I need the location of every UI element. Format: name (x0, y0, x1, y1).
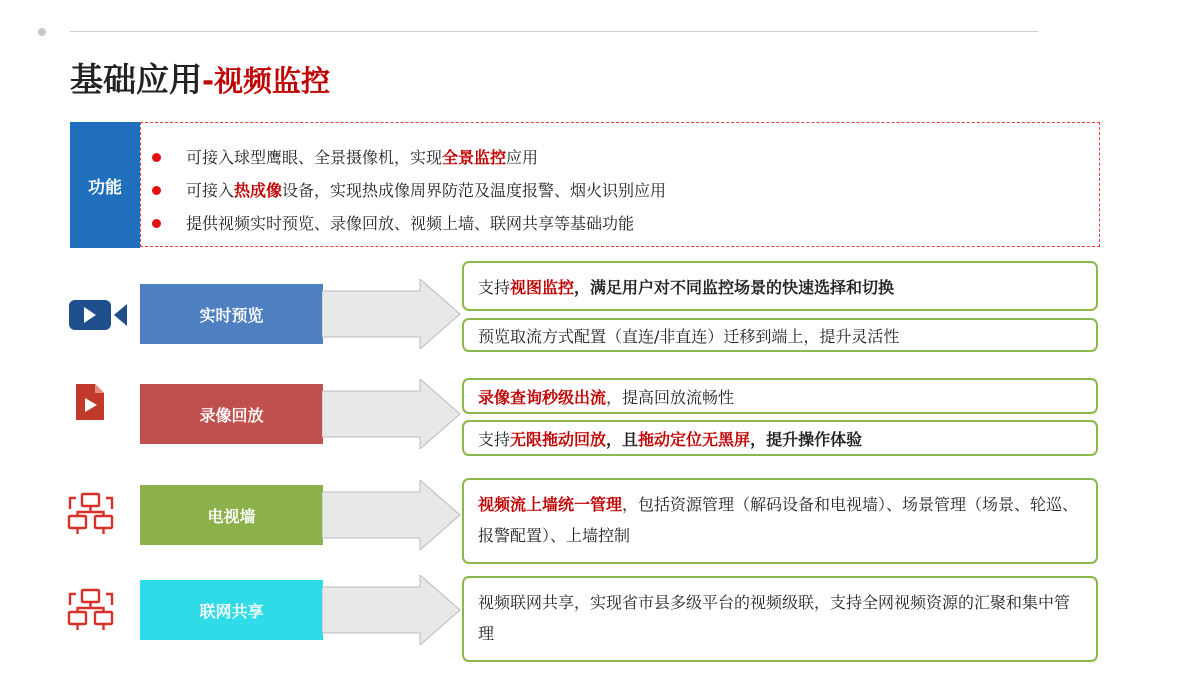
feature-text: 应用 (506, 148, 539, 167)
callout-text: 视频联网共享，实现省市县多级平台的视频级联，支持全网视频资源的汇聚和集中管理 (478, 593, 1071, 643)
callout-box (462, 420, 1098, 456)
monitor-network-icon (67, 492, 115, 536)
row-label-sharing (140, 580, 323, 640)
feature-item (150, 141, 666, 174)
bullet-icon (152, 186, 161, 195)
bullet-icon (152, 219, 161, 228)
callout-box (462, 261, 1098, 311)
title-sub: 视频监控 (214, 64, 331, 98)
header-divider (70, 31, 1038, 32)
row-label-tvwall (140, 485, 323, 545)
callout-box (462, 478, 1098, 564)
feature-text: 设备，实现热成像周界防范及温度报警、烟火识别应用 (282, 181, 667, 200)
callout-box (462, 378, 1098, 414)
page-title (70, 60, 330, 101)
arrow-connector (322, 480, 462, 550)
title-main: 基础应用 (70, 60, 202, 99)
play-file-icon (76, 384, 104, 420)
feature-item (150, 174, 666, 207)
arrow-connector (322, 575, 462, 645)
features-label: 功能 (70, 122, 140, 248)
feature-text: 可接入球型鹰眼、全景摄像机，实现 (186, 148, 443, 167)
feature-text: 可接入 (186, 181, 235, 200)
arrow-connector (322, 279, 462, 349)
monitor-network-icon (67, 588, 115, 632)
title-separator: - (202, 64, 215, 98)
row-label-text: 录像回放 (199, 405, 264, 425)
feature-text: 提供视频实时预览、录像回放、视频上墙、联网共享等基础功能 (186, 214, 635, 233)
callout-text: 录像查询秒级出流，提高回放流畅性 (478, 387, 735, 407)
feature-highlight: 全景监控 (442, 148, 507, 167)
row-label-playback (140, 384, 323, 444)
row-label-text: 实时预览 (199, 305, 264, 325)
row-label-text: 电视墙 (207, 506, 256, 526)
feature-item (150, 207, 666, 240)
callout-box (462, 576, 1098, 662)
callout-text: 预览取流方式配置（直连/非直连）迁移到端上，提升灵活性 (478, 326, 900, 346)
video-camera-icon (68, 298, 128, 332)
callout-text: 支持无限拖动回放，且拖动定位无黑屏，提升操作体验 (478, 429, 863, 449)
arrow-connector (322, 379, 462, 449)
callout-box (462, 318, 1098, 352)
decorative-dot (38, 28, 46, 36)
callout-text: 支持视图监控，满足用户对不同监控场景的快速选择和切换 (478, 277, 895, 297)
feature-highlight: 热成像 (234, 181, 283, 200)
features-list (150, 141, 666, 240)
row-label-preview (140, 284, 323, 344)
callout-text: 视频流上墙统一管理，包括资源管理（解码设备和电视墙）、场景管理（场景、轮巡、报警配置）、上墙控制 (478, 495, 1079, 545)
row-label-text: 联网共享 (199, 601, 264, 621)
bullet-icon (152, 153, 161, 162)
